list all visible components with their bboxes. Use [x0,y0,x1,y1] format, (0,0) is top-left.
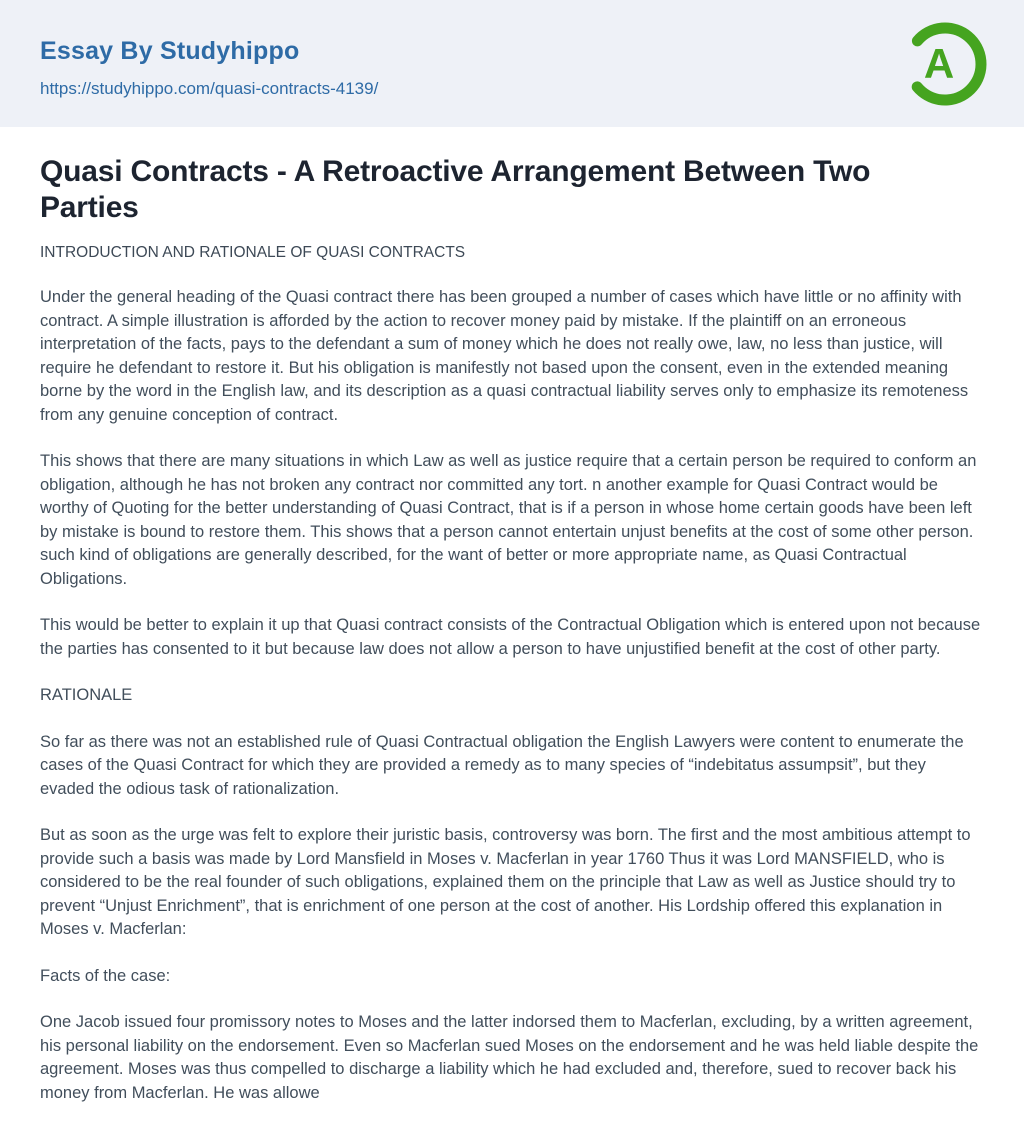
paragraph-intro-2: This shows that there are many situations in which Law as well as justice require that a certain person be required to conform an obligation, although he has not broken any contract nor committed any tort. n another example for Quasi Contract would be worthy of Quoting for the better understanding of Quasi Contract, that is if a person in whose home certain goods have been left by mistake is bound to restore them. This shows that a person cannot entertain unjust benefits at the cost of some other person. such kind of obligations are generally described, for the want of better or more appropriate name, as Quasi Contractual Obligations. [40,452,977,588]
facts-heading: Facts of the case: [40,966,171,985]
logo-arc-icon [902,21,988,107]
paragraph-intro-3: This would be better to explain it up that Quasi contract consists of the Contractual Obligation which is entered upon not because the parties has consented to it but because law does not allow a person to have unjustified benefit at the cost of other party. [40,616,981,658]
paragraph-facts: One Jacob issued four promissory notes to Moses and the latter indorsed them to Macferlan, excluding, by a written agreement, his personal liability on the endorsement. Even so Macferlan sued Moses on the endorsement and he was held liable despite the agreement. Moses was thus compelled to discharge a liability which he had excluded and, therefore, sued to recover back his money from Macferlan. He was allowe [40,1013,979,1102]
header [0,0,1024,127]
section-heading-rationale: RATIONALE [40,686,133,704]
paragraph-rationale-1: So far as there was not an established rule of Quasi Contractual obligation the English Lawyers were content to enumerate the cases of the Quasi Contract for which they are provided a remedy as to many species of “indebitatus assumpsit”, but they evaded the odious task of rationalization. [40,732,964,798]
paragraph-intro-1: Under the general heading of the Quasi contract there has been grouped a number of cases which have little or no affinity with contract. A simple illustration is afforded by the action to recover money paid by mistake. If the plaintiff on an erroneous interpretation of the facts, pays to the defendant a sum of money which he does not really owe, law, no less than justice, will require he defendant to restore it. But his obligation is manifestly not based upon the consent, even in the extended meaning borne by the word in the English law, and its description as a quasi contractual liability serves only to emphasize its remoteness from any genuine conception of contract. [40,288,969,424]
studyhippo-logo [902,21,988,107]
article-title: Quasi Contracts - A Retroactive Arrangement Between Two Parties [40,155,871,224]
logo-letter: A [923,40,955,87]
paragraph-rationale-2: But as soon as the urge was felt to explore their juristic basis, controversy was born. The first and the most ambitious attempt to provide such a basis was made by Lord Mansfield in Moses v. Macferlan in year 1760 Thus it was Lord MANSFIELD, who is considered to be the real founder of such obligations, explained them on the principle that Law as well as Justice should try to prevent “Unjust Enrichment”, that is enrichment of one person at the cost of another. His Lordship offered this explanation in Moses v. Macferlan: [40,826,971,938]
page-url-link[interactable]: https://studyhippo.com/quasi-contracts-4139/ [40,78,379,98]
byline: Essay By Studyhippo [40,37,300,65]
article-subtitle: INTRODUCTION AND RATIONALE OF QUASI CONTRACTS [40,244,466,261]
header-text [40,38,984,99]
article [0,127,1024,1105]
